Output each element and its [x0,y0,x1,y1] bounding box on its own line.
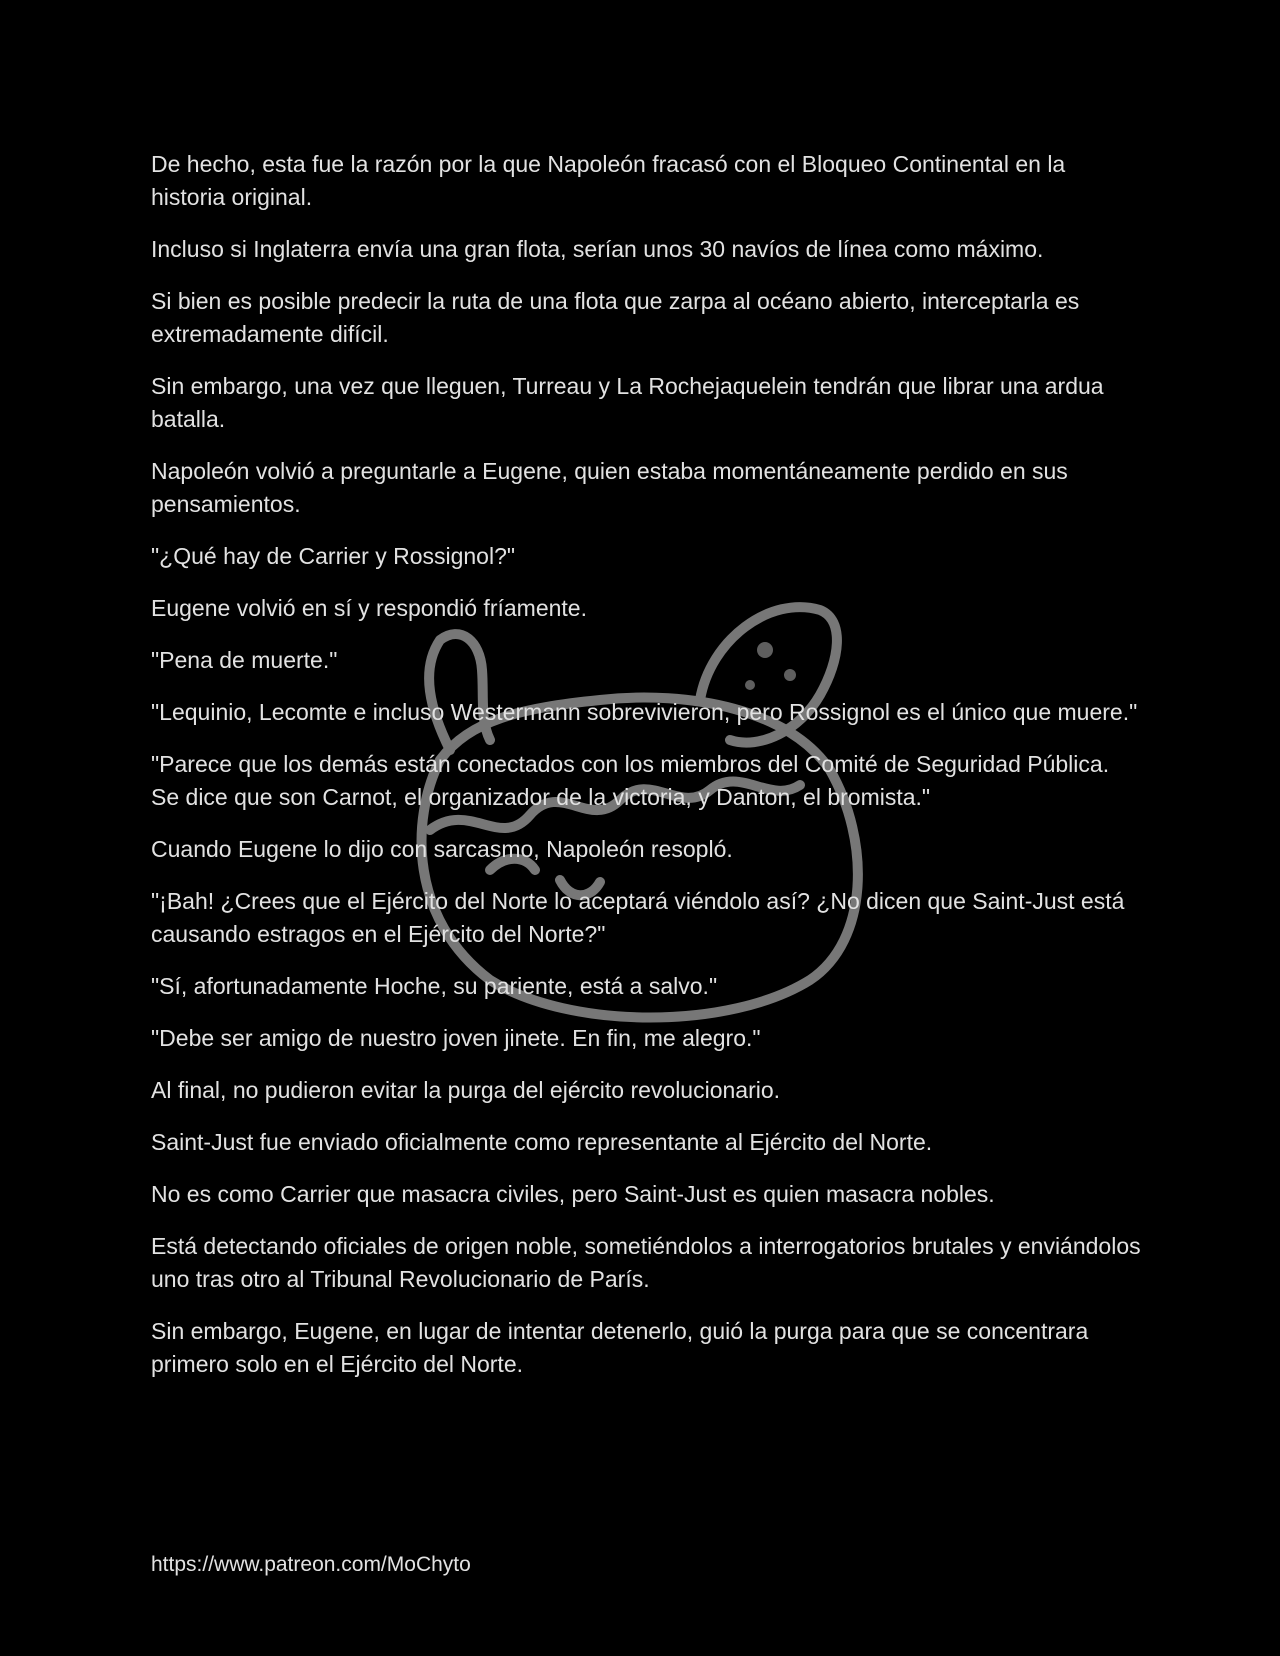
paragraph: "Parece que los demás están conectados con los miembros del Comité de Seguridad Pública. Se dice que son Carnot, el organizador de la victoria, y Danton, el bromista." [151,751,1110,810]
paragraph: "Pena de muerte." [151,647,338,673]
paragraph: Está detectando oficiales de origen noble, sometiéndolos a interrogatorios brutales y enviándolos uno tras otro al Tribunal Revolucionario de París. [151,1233,1141,1292]
paragraph: "Sí, afortunadamente Hoche, su pariente, está a salvo." [151,973,718,999]
paragraph: Sin embargo, Eugene, en lugar de intentar detenerlo, guió la purga para que se concentrara primero solo en el Ejército del Norte. [151,1318,1089,1377]
paragraph: Eugene volvió en sí y respondió fríamente. [151,595,587,621]
paragraph: "Lequinio, Lecomte e incluso Westermann sobrevivieron, pero Rossignol es el único que muere." [151,699,1138,725]
paragraph: Si bien es posible predecir la ruta de una flota que zarpa al océano abierto, interceptarla es extremadamente difícil. [151,288,1080,347]
paragraph: Saint-Just fue enviado oficialmente como representante al Ejército del Norte. [151,1129,933,1155]
paragraph: "Debe ser amigo de nuestro joven jinete. En fin, me alegro." [151,1025,761,1051]
paragraph: "¡Bah! ¿Crees que el Ejército del Norte lo aceptará viéndolo así? ¿No dicen que Saint-Just está causando estragos en el Ejército del Norte?" [151,888,1125,947]
paragraph: Sin embargo, una vez que lleguen, Turreau y La Rochejaquelein tendrán que librar una ardua batalla. [151,373,1104,432]
patreon-link[interactable]: https://www.patreon.com/MoChyto [151,1553,471,1576]
paragraph: Cuando Eugene lo dijo con sarcasmo, Napoleón resopló. [151,836,733,862]
paragraph: "¿Qué hay de Carrier y Rossignol?" [151,543,516,569]
document-body [151,148,1141,1400]
paragraph: Napoleón volvió a preguntarle a Eugene, quien estaba momentáneamente perdido en sus pensamientos. [151,458,1068,517]
paragraph: No es como Carrier que masacra civiles, pero Saint-Just es quien masacra nobles. [151,1181,995,1207]
paragraph: De hecho, esta fue la razón por la que Napoleón fracasó con el Bloqueo Continental en la historia original. [151,151,1066,210]
paragraph: Al final, no pudieron evitar la purga del ejército revolucionario. [151,1077,781,1103]
paragraph: Incluso si Inglaterra envía una gran flota, serían unos 30 navíos de línea como máximo. [151,236,1044,262]
